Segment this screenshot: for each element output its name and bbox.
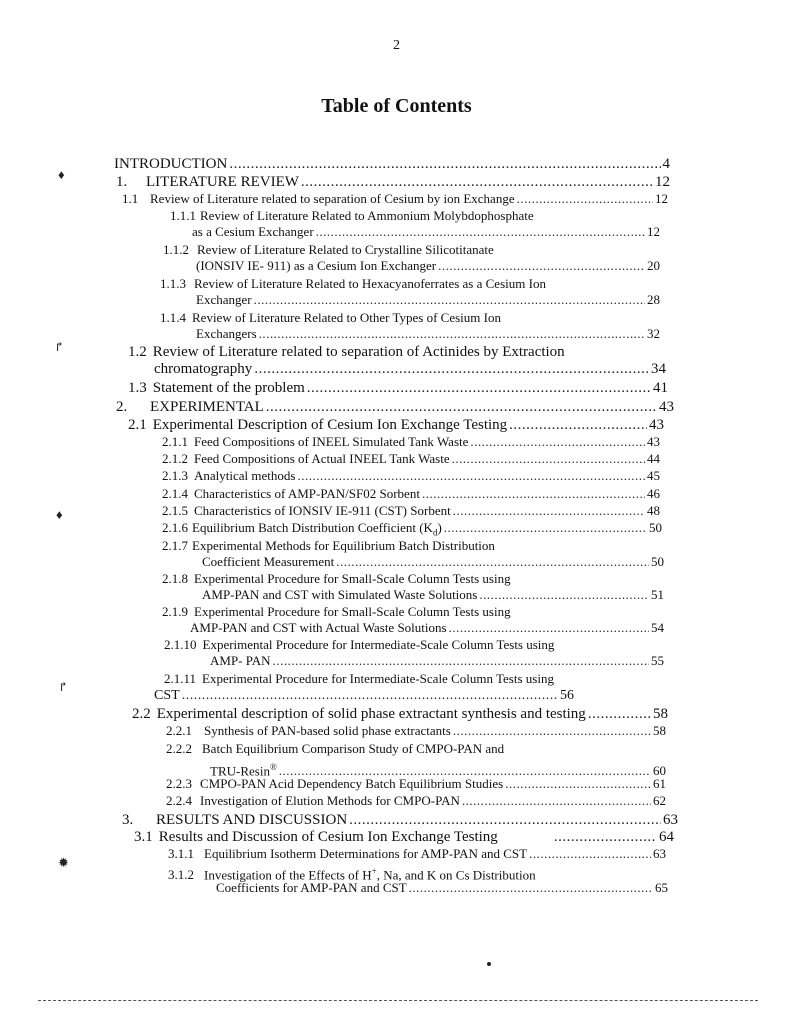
toc-label: Exchangers: [196, 326, 257, 341]
leader-dots: [438, 258, 645, 274]
toc-page: 20: [647, 258, 660, 273]
toc-number: 1.: [116, 174, 128, 190]
leader-dots: [349, 811, 661, 829]
toc-page: 12: [655, 174, 670, 190]
toc-label: AMP-PAN and CST with Simulated Waste Solutions: [202, 587, 478, 602]
toc-page: 64: [659, 829, 674, 845]
leader-dots: [470, 434, 645, 450]
toc-page: 54: [651, 620, 664, 635]
toc-label: Analytical methods: [194, 468, 296, 483]
leader-dots: [229, 155, 660, 173]
toc-label-text: TRU-Resin: [210, 763, 270, 779]
toc-number: 3.1: [134, 829, 153, 845]
toc-number: 2.1.9: [162, 604, 188, 619]
toc-entry-continuation: [192, 224, 660, 240]
toc-entry: [164, 671, 664, 687]
toc-entry: [162, 503, 660, 519]
leader-dots: [453, 723, 651, 739]
toc-entry: [163, 242, 663, 258]
toc-label: Experimental Methods for Equilibrium Batch Distribution: [192, 538, 495, 553]
toc-number: 1.1.4: [160, 310, 186, 325]
toc-entry: [128, 416, 664, 434]
toc-page: 58: [653, 706, 668, 722]
toc-label: Experimental Procedure for Intermediate-Scale Column Tests using: [202, 637, 555, 652]
leader-dots: [409, 880, 653, 896]
leader-dots: [529, 846, 651, 862]
toc-label: Coefficient Measurement: [202, 554, 335, 569]
toc-number: 2.2.1: [166, 723, 192, 738]
toc-page: 34: [651, 361, 666, 377]
page-number: 2: [393, 38, 400, 53]
toc-number: 2.: [116, 399, 128, 415]
toc-entry: [170, 208, 670, 224]
toc-page: 51: [651, 587, 664, 602]
toc-number: 2.1.8: [162, 571, 188, 586]
leader-dots: [462, 793, 651, 809]
toc-entry-continuation: [154, 687, 574, 704]
toc-page: 50: [649, 520, 662, 535]
leader-dots: [297, 468, 645, 484]
toc-page: 32: [647, 326, 660, 341]
toc-label-text: Equilibrium Batch Distribution Coefficient (K: [192, 520, 433, 535]
toc-label: Experimental Procedure for Intermediate-Scale Column Tests using: [202, 671, 554, 686]
leader-dots: [301, 173, 653, 191]
toc-label-end: ): [437, 520, 442, 535]
toc-number: 3.1.2: [168, 867, 194, 883]
leader-dots: [254, 292, 645, 308]
toc-label: Review of Literature related to separation of Actinides by Extraction: [152, 344, 565, 360]
toc-page: 60: [653, 763, 666, 779]
toc-entry: [162, 468, 660, 484]
toc-entry: [162, 571, 662, 587]
toc-entry-continuation: [196, 258, 660, 274]
toc-number: 2.1.5: [162, 503, 188, 518]
toc-entry: [166, 741, 666, 757]
toc-entry-continuation: [216, 880, 668, 896]
toc-page: 61: [653, 776, 666, 791]
toc-label: Characteristics of AMP-PAN/SF02 Sorbent: [194, 486, 420, 501]
toc-number: 1.1.3: [160, 276, 186, 291]
toc-label: chromatography: [154, 361, 253, 377]
toc-entry: [122, 191, 668, 207]
toc-entry: [128, 379, 668, 397]
toc-number: 1.1.2: [163, 242, 189, 257]
toc-entry: [162, 538, 662, 554]
toc-number: 3.: [122, 812, 134, 828]
leader-dots: [316, 224, 645, 240]
leader-dots: [554, 828, 657, 846]
toc-number: 2.1.6: [162, 520, 188, 535]
page-bottom-rule: [38, 1000, 758, 1001]
toc-entry: [160, 276, 660, 292]
toc-label: Statement of the problem: [152, 380, 305, 396]
margin-mark: ♦: [58, 167, 65, 182]
toc-label: Investigation of Elution Methods for CMPO-PAN: [200, 793, 460, 808]
toc-entry: [162, 486, 660, 502]
leader-dots: [259, 326, 645, 342]
toc-label: (IONSIV IE- 911) as a Cesium Ion Exchanger: [196, 258, 437, 273]
toc-page: 46: [647, 486, 660, 501]
toc-label: Review of Literature related to separation of Cesium by ion Exchange: [150, 191, 515, 206]
toc-entry: [114, 155, 670, 173]
toc-entry-continuation: [196, 326, 660, 342]
toc-page: 28: [647, 292, 660, 307]
toc-number: 3.1.1: [168, 846, 194, 861]
toc-number: 2.2.4: [166, 793, 192, 808]
toc-number: 2.1: [128, 417, 147, 433]
toc-number: 2.1.7: [162, 538, 188, 553]
toc-number: 2.1.10: [164, 637, 197, 652]
toc-number: 1.3: [128, 380, 147, 396]
superscript: +: [371, 866, 377, 876]
leader-dots: [449, 620, 649, 636]
toc-number: 2.2: [132, 706, 151, 722]
toc-entry: [116, 173, 670, 191]
toc-entry: [162, 451, 660, 467]
leader-dots: [517, 191, 653, 207]
toc-label: Review of Literature Related to Crystalline Silicotitanate: [197, 242, 494, 257]
leader-dots: [254, 360, 649, 378]
toc-label: Review of Literature Related to Hexacyanoferrates as a Cesium Ion: [194, 276, 546, 291]
toc-entry: [122, 811, 678, 829]
toc-label: Experimental Procedure for Small-Scale Column Tests using: [194, 571, 511, 586]
toc-entry: [160, 310, 660, 326]
toc-entry: [116, 398, 674, 416]
toc-number: 2.1.4: [162, 486, 188, 501]
toc-number: 2.2.3: [166, 776, 192, 791]
toc-label: Exchanger: [196, 292, 252, 307]
toc-label: EXPERIMENTAL: [150, 399, 264, 415]
toc-entry: [162, 604, 662, 620]
leader-dots: [479, 587, 649, 603]
toc-page: 63: [663, 812, 678, 828]
toc-label: Experimental description of solid phase extractant synthesis and testing: [156, 706, 586, 722]
toc-label: Characteristics of IONSIV IE-911 (CST) Sorbent: [194, 503, 451, 518]
toc-number: 2.1.3: [162, 468, 188, 483]
toc-page: 55: [651, 653, 664, 668]
toc-entry: [132, 705, 668, 723]
toc-number: 2.1.2: [162, 451, 188, 466]
leader-dots: [422, 486, 645, 502]
toc-number: 2.2.2: [166, 741, 192, 756]
toc-number: 1.1: [122, 191, 139, 206]
leader-dots: [505, 776, 651, 792]
toc-entry: [166, 776, 666, 792]
toc-page: 12: [647, 224, 660, 239]
toc-page: 58: [653, 723, 666, 738]
toc-label: RESULTS AND DISCUSSION: [156, 812, 348, 828]
leader-dots: [588, 705, 651, 723]
toc-entry-continuation: [196, 292, 660, 308]
toc-page: 4: [662, 156, 670, 172]
toc-label: as a Cesium Exchanger: [192, 224, 314, 239]
leader-dots: [336, 554, 649, 570]
leader-dots: [444, 520, 647, 536]
leader-dots: [509, 416, 647, 434]
toc-page: 62: [653, 793, 666, 808]
toc-label: LITERATURE REVIEW: [146, 174, 299, 190]
scan-speck: [487, 962, 491, 966]
toc-entry: [166, 723, 666, 739]
toc-label: INTRODUCTION: [114, 156, 228, 172]
page-title: Table of Contents: [321, 95, 472, 117]
toc-label: CMPO-PAN Acid Dependency Batch Equilibrium Studies: [200, 776, 504, 791]
margin-mark: ↱: [58, 679, 69, 694]
margin-mark: ♦: [56, 507, 63, 522]
toc-page: 43: [659, 399, 674, 415]
toc-entry: [168, 846, 666, 862]
toc-entry: [134, 828, 674, 846]
toc-page: 43: [647, 434, 660, 449]
toc-entry: [128, 343, 668, 361]
toc-page: 65: [655, 880, 668, 895]
toc-label: Batch Equilibrium Comparison Study of CMPO-PAN and: [202, 741, 505, 756]
toc-page: 50: [651, 554, 664, 569]
leader-dots: [453, 503, 645, 519]
toc-number: 2.1.11: [164, 671, 197, 686]
subscript: d: [432, 527, 438, 538]
toc-page: 45: [647, 468, 660, 483]
leader-dots: [266, 398, 657, 416]
toc-label: Feed Compositions of Actual INEEL Tank Waste: [194, 451, 450, 466]
toc-label: Review of Literature Related to Ammonium Molybdophosphate: [200, 208, 534, 223]
toc-label: Feed Compositions of INEEL Simulated Tank Waste: [194, 434, 469, 449]
toc-label: Review of Literature Related to Other Types of Cesium Ion: [192, 310, 501, 325]
margin-mark: ✹: [58, 855, 69, 870]
toc-label: Synthesis of PAN-based solid phase extractants: [204, 723, 451, 738]
toc-entry-continuation: [210, 653, 664, 669]
toc-number: 1.1.1: [170, 208, 196, 223]
toc-label: Equilibrium Isotherm Determinations for AMP-PAN and CST: [204, 846, 528, 861]
toc-label-end: , Na, and K on Cs Distribution: [376, 867, 536, 883]
toc-label: Results and Discussion of Cesium Ion Exchange Testing: [158, 829, 498, 845]
margin-mark: ↱: [54, 339, 65, 354]
toc-entry-continuation: [154, 360, 666, 378]
toc-entry-continuation: [202, 587, 664, 603]
toc-label: AMP-PAN and CST with Actual Waste Solutions: [190, 620, 447, 635]
toc-label-text: Investigation of the Effects of H: [204, 867, 372, 883]
toc-label: Experimental Description of Cesium Ion Exchange Testing: [152, 417, 508, 433]
toc-entry-continuation: [202, 554, 664, 570]
leader-dots: [307, 379, 651, 397]
toc-entry: [164, 637, 664, 653]
toc-page: 48: [647, 503, 660, 518]
toc-entry: [162, 434, 660, 450]
leader-dots: [273, 653, 649, 669]
toc-entry: [166, 793, 666, 809]
toc-number: 2.1.1: [162, 434, 188, 449]
toc-page: 56: [560, 688, 574, 703]
toc-page: 43: [649, 417, 664, 433]
registered-mark: ®: [269, 762, 277, 772]
toc-page: 63: [653, 846, 666, 861]
toc-page: 12: [655, 191, 668, 206]
toc-number: 1.2: [128, 344, 147, 360]
toc-label: AMP- PAN: [210, 653, 271, 668]
toc-label: Coefficients for AMP-PAN and CST: [216, 880, 407, 895]
leader-dots: [182, 687, 558, 704]
toc-label: Experimental Procedure for Small-Scale Column Tests using: [194, 604, 511, 619]
leader-dots: [452, 451, 645, 467]
toc-label: CST: [154, 688, 180, 703]
toc-page: 44: [647, 451, 660, 466]
toc-entry-continuation: [190, 620, 664, 636]
toc-page: 41: [653, 380, 668, 396]
